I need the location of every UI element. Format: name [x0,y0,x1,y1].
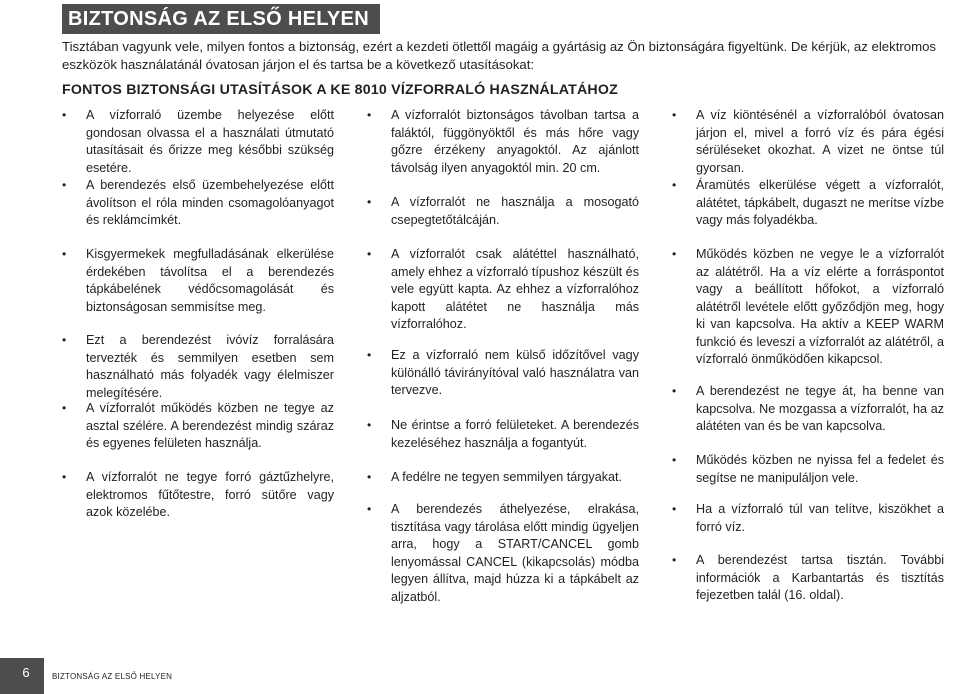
list-item [62,469,334,522]
intro-paragraph: Tisztában vagyunk vele, milyen fontos a biztonság, ezért a kezdeti ötlettől magáig a gyártásig az Ön biztonságára figyeltünk. De kérjük, az elektromos eszközök használatánál óvatosan járjon el és tartsa be a következő utasításokat: [62,39,936,72]
bullet-icon: • [62,401,67,415]
list-item-text: A vízforraló üzembe helyezése előtt gondosan olvassa el a használati útmutató utasításait és őrizze meg későbbi szükség esetére. [86,108,334,175]
bullet-icon: • [672,247,677,261]
bullet-icon: • [672,178,677,192]
list-item-text: Működés közben ne nyissa fel a fedelet és segítse ne manipuláljon vele. [696,453,944,485]
page-title: BIZTONSÁG AZ ELSŐ HELYEN [62,4,380,34]
page-number: 6 [0,658,44,694]
list-item-text: A vízforralót működés közben ne tegye az asztal szélére. A berendezést mindig száraz és egyenes felületen használja. [86,401,334,450]
list-item-text: A vízforralót ne tegye forró gáztűzhelyre, elektromos fűtőtestre, forró sütőre vagy azok közelébe. [86,470,334,519]
list-item-text: Ne érintse a forró felületeket. A berendezés kezeléséhez használja a fogantyút. [391,418,639,450]
bullet-icon: • [62,108,67,122]
bullet-icon: • [367,418,372,432]
list-item-text: A berendezést ne tegye át, ha benne van kapcsolva. Ne mozgassa a vízforralót, ha az alátéten van és be van kapcsolva. [696,384,944,433]
bullet-icon: • [672,453,677,467]
bullet-icon: • [672,384,677,398]
list-item-text: Kisgyermekek megfulladásának elkerülése érdekében távolítsa el a berendezés tápkábelének védőcsomagolását és biztonságosan semmisítse meg. [86,247,334,314]
list-item-text: Ezt a berendezést ivóvíz forralására tervezték és semmilyen esetben sem használható más folyadék vagy élelmiszer melegítésére. [86,333,334,400]
bullet-icon: • [367,348,372,362]
bullet-icon: • [672,108,677,122]
list-item [672,383,944,436]
list-item-text: A vízforralót csak alátéttel használható, amely ehhez a vízforraló típushoz készült és vele együtt kapta. Az ehhez a vízforralóhoz kapott alátétet ne használja más vízforralóhoz. [391,247,639,331]
list-item-text: A víz kiöntésénél a vízforralóból óvatosan járjon el, mivel a forró víz és pára égési sérüléseket okozhat. A vizet ne öntse túl gyorsan. [696,108,944,175]
footer-section-label: BIZTONSÁG AZ ELSŐ HELYEN [52,672,173,681]
bullet-icon: • [62,333,67,347]
list-item [672,501,944,536]
list-item-text: Áramütés elkerülése végett a vízforralót, alátétet, tápkábelt, dugaszt ne merítse vízbe vagy más folyadékba. [696,178,944,227]
bullet-icon: • [62,247,67,261]
list-item [672,177,944,230]
list-item-text: A fedélre ne tegyen semmilyen tárgyakat. [391,470,623,484]
list-item [367,347,639,400]
list-item [62,332,334,402]
list-item [367,194,639,229]
list-item-text: A vízforralót biztonságos távolban tartsa a faláktól, függönyöktől és más hőre vagy gőzre érzékeny anyagoktól. Az ajánlott távolság ilyen anyagoktól min. 20 cm. [391,108,639,175]
list-item-text: A berendezés első üzembehelyezése előtt ávolítson el róla minden csomagolóanyagot és reklámcímkét. [86,178,334,227]
list-item [367,501,639,606]
bullet-icon: • [367,195,372,209]
bullet-icon: • [62,178,67,192]
bullet-icon: • [62,470,67,484]
list-item [367,246,639,334]
list-item-text: Működés közben ne vegye le a vízforralót az alátétről. Ha a víz elérte a forráspontot vagy a beállított hőfokot, a vízforraló alátétről levétele előtt győződjön meg, hogy ki van kapcsolva. Ha aktív a KEEP WARM funkció és leveszi a vízforralót az alátétről, a vízforraló önműködően kikapcsol. [696,247,944,366]
bullet-icon: • [672,502,677,516]
list-item [672,107,944,177]
list-item-text: A vízforralót ne használja a mosogató csepegtetőtálcáján. [391,195,639,227]
bullet-icon: • [367,247,372,261]
list-item-text: Ez a vízforraló nem külső időzítővel vagy különálló távirányítóval való használatra van tervezve. [391,348,639,397]
list-item [672,452,944,487]
bullet-icon: • [672,553,677,567]
list-item [672,246,944,369]
list-item [367,469,639,487]
list-item [62,107,334,177]
list-item [62,246,334,316]
list-item-text: A berendezést tartsa tisztán. További információk a Karbantartás és tisztítás fejezetben talál (16. oldal). [696,553,944,602]
bullet-icon: • [367,470,372,484]
list-item [367,107,639,177]
list-item [62,400,334,453]
bullet-icon: • [367,108,372,122]
list-item-text: Ha a vízforraló túl van telítve, kiszökhet a forró víz. [696,502,944,534]
bullet-icon: • [367,502,372,516]
list-item [672,552,944,605]
list-item [367,417,639,452]
section-subheading: FONTOS BIZTONSÁGI UTASÍTÁSOK A KE 8010 VÍZFORRALÓ HASZNÁLATÁHOZ [62,82,618,98]
list-item [62,177,334,230]
list-item-text: A berendezés áthelyezése, elrakása, tisztítása vagy tárolása előtt mindig ügyeljen arra, hogy a START/CANCEL gomb lenyomással CANCEL (kikapcsolás) módba legyen állítva, majd húzza ki a tápkábelt az aljzatból. [391,502,639,604]
